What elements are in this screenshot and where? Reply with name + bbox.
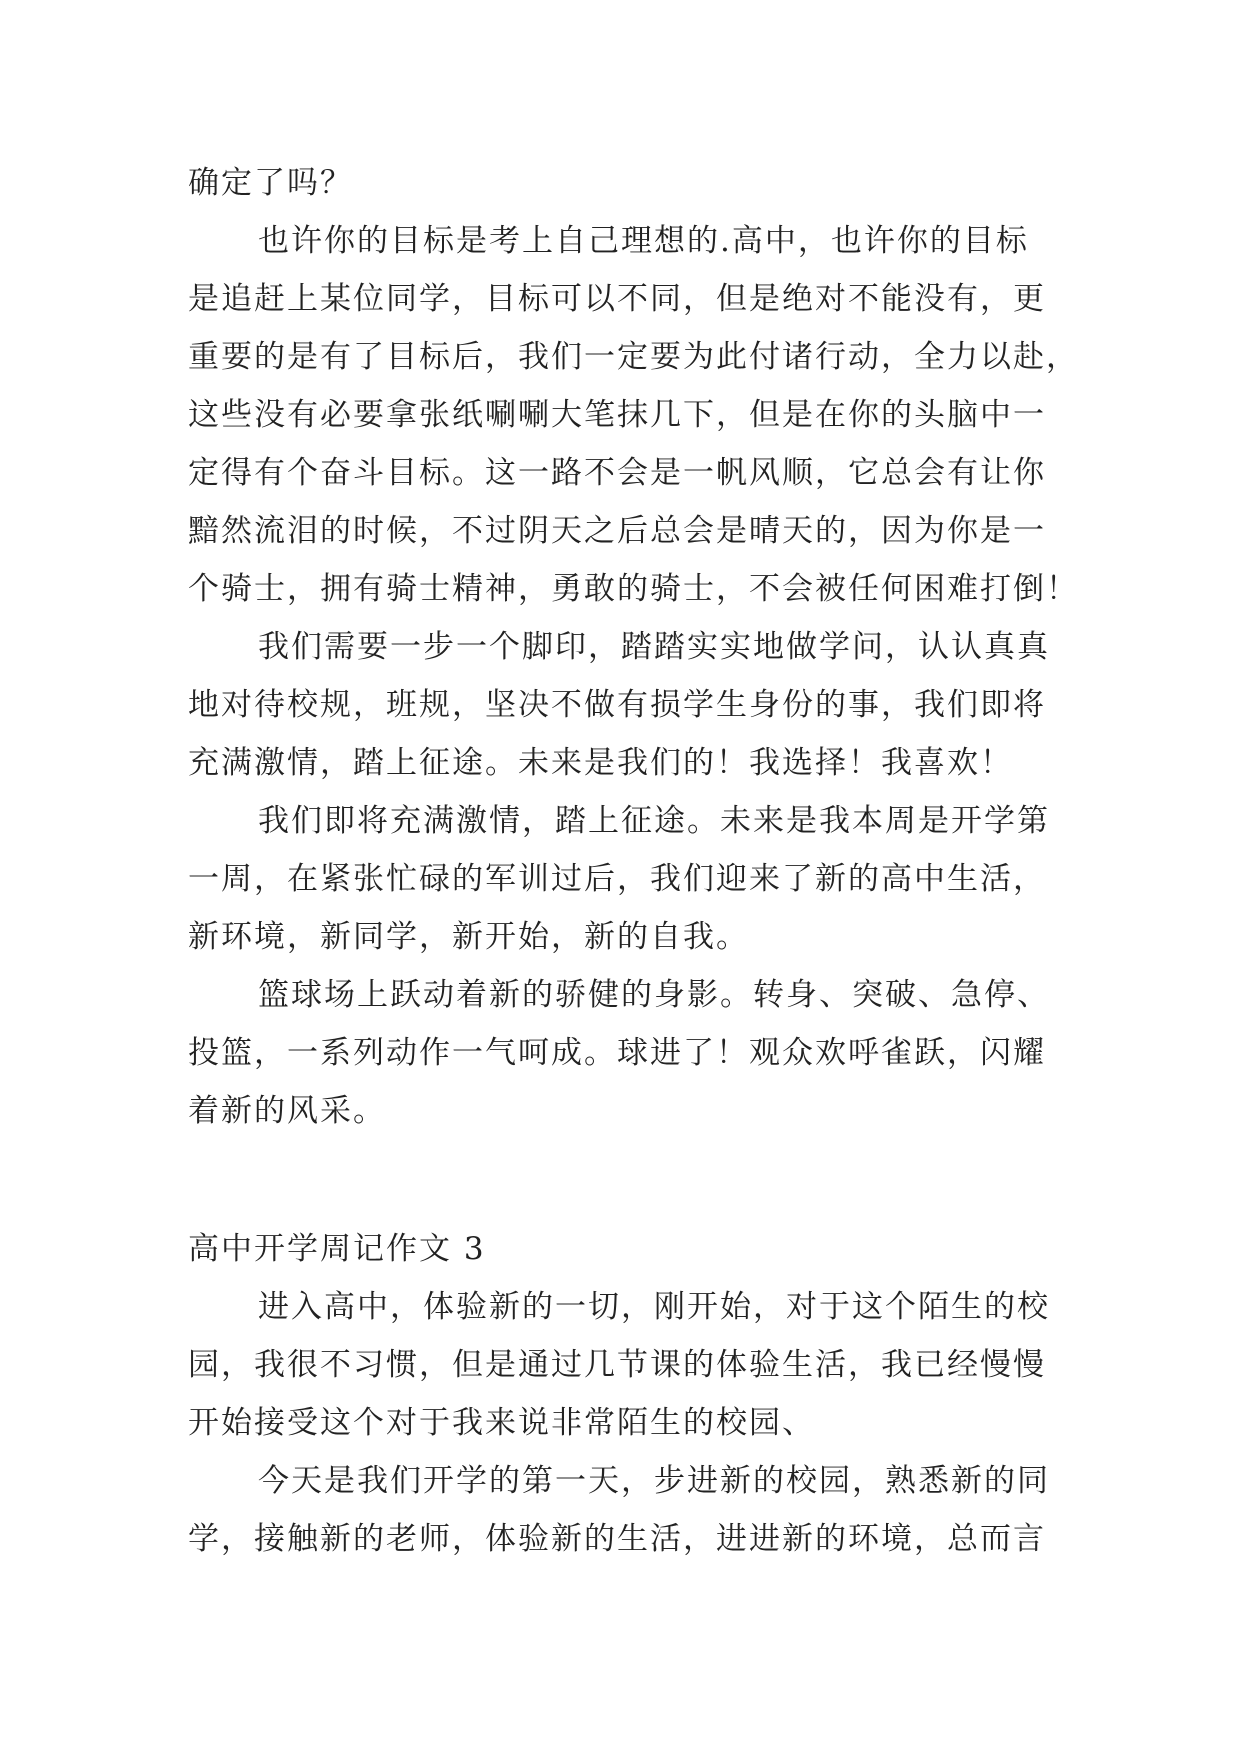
body-text-continued: [188, 154, 1079, 1140]
text-line: 投篮，一系列动作一气呵成。球进了！观众欢呼雀跃，闪耀: [188, 1035, 1046, 1071]
text-line: 个骑士，拥有骑士精神，勇敢的骑士，不会被任何困难打倒！: [188, 571, 1079, 607]
text-line: 充满激情，踏上征途。未来是我们的！我选择！我喜欢！: [188, 745, 1013, 781]
text-line: 学，接触新的老师，体验新的生活，进进新的环境，总而言: [188, 1521, 1046, 1557]
text-line: 着新的风采。: [188, 1093, 386, 1129]
section-heading: 高中开学周记作文 3: [188, 1231, 486, 1267]
text-line: 开始接受这个对于我来说非常陌生的校园、: [188, 1405, 815, 1441]
text-line: 确定了吗？: [188, 165, 353, 201]
text-line: 重要的是有了目标后，我们一定要为此付诸行动，全力以赴，: [188, 339, 1079, 375]
text-line: 新环境，新同学，新开始，新的自我。: [188, 919, 749, 955]
text-line: 定得有个奋斗目标。这一路不会是一帆风顺，它总会有让你: [188, 455, 1046, 491]
paragraph-first-line: 我们即将充满激情，踏上征途。未来是我本周是开学第: [258, 803, 1050, 839]
text-line: 地对待校规，班规，坚决不做有损学生身份的事，我们即将: [188, 687, 1046, 723]
section-3: [188, 1220, 1060, 1568]
paragraph-first-line: 我们需要一步一个脚印，踏踏实实地做学问，认认真真: [258, 629, 1050, 665]
paragraph-first-line: 篮球场上跃动着新的骄健的身影。转身、突破、急停、: [258, 977, 1050, 1013]
paragraph-first-line: 今天是我们开学的第一天，步进新的校园，熟悉新的同: [258, 1463, 1050, 1499]
text-line: 一周，在紧张忙碌的军训过后，我们迎来了新的高中生活，: [188, 861, 1046, 897]
text-line: 园，我很不习惯，但是通过几节课的体验生活，我已经慢慢: [188, 1347, 1046, 1383]
text-line: 这些没有必要拿张纸唰唰大笔抹几下，但是在你的头脑中一: [188, 397, 1046, 433]
paragraph-first-line: 进入高中，体验新的一切，刚开始，对于这个陌生的校: [258, 1289, 1050, 1325]
text-line: 是追赶上某位同学，目标可以不同，但是绝对不能没有，更: [188, 281, 1046, 317]
paragraph-first-line: 也许你的目标是考上自己理想的.高中，也许你的目标: [258, 223, 1029, 259]
text-line: 黯然流泪的时候，不过阴天之后总会是晴天的，因为你是一: [188, 513, 1046, 549]
